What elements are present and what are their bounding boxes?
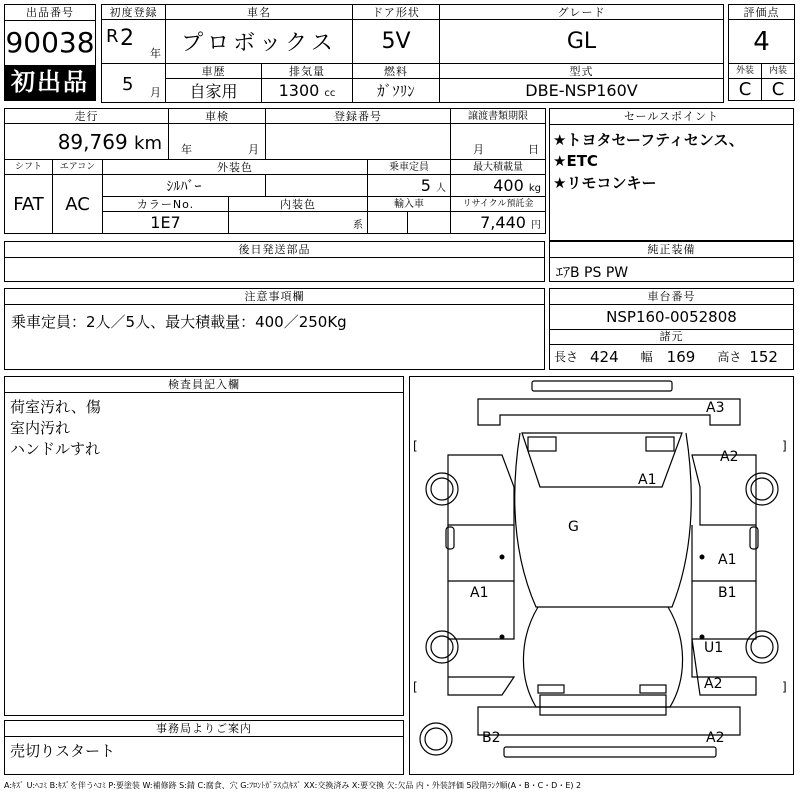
insp-year-unit: 年 — [181, 143, 193, 156]
chassis-box — [549, 288, 794, 370]
inspector-line-2: 室内汚れ — [10, 419, 71, 437]
office-text: 売切りスタート — [10, 742, 116, 760]
sales-point-1: ★トヨタセーフティセンス、 — [553, 131, 744, 149]
month: 5 — [122, 74, 134, 95]
model-label: 型式 — [440, 64, 724, 79]
reg-number-label: 登録番号 — [266, 109, 451, 124]
exterior-label: 外装 — [729, 64, 762, 79]
color-no-label: カラーNo. — [103, 197, 229, 212]
max-load-unit: kg — [528, 183, 542, 194]
chassis-number: NSP160-0052808 — [550, 305, 793, 330]
grade: GL — [440, 20, 724, 64]
sales-point-2: ★ETC — [553, 152, 598, 170]
displacement — [262, 79, 353, 103]
inspection-date — [169, 124, 266, 160]
notes-label: 注意事項欄 — [5, 289, 544, 305]
width: 169 — [666, 347, 696, 366]
recycle-value: 7,440 — [480, 213, 526, 232]
notes-box — [4, 288, 545, 370]
dims-label: 諸元 — [550, 330, 793, 345]
fuel-label: 燃料 — [353, 64, 440, 79]
shift-label: シフト — [5, 160, 53, 175]
lot-number: 90038 — [5, 26, 95, 59]
damage-mark: A2 — [720, 449, 739, 465]
damage-mark: B1 — [718, 585, 737, 601]
width-label: 幅 — [640, 350, 653, 364]
door-type: 5V — [353, 20, 440, 64]
year: 2 — [120, 26, 134, 51]
damage-diagram-box — [409, 376, 794, 775]
color-label: 外装色 — [103, 160, 368, 175]
shift: FAT — [5, 175, 53, 234]
reg-number — [266, 124, 451, 160]
fuel: ｶﾞｿﾘﾝ — [353, 79, 440, 103]
recycle-fee — [451, 212, 546, 234]
damage-mark: B2 — [482, 730, 501, 746]
lot-box — [4, 4, 96, 101]
displacement-value: 1300 — [278, 81, 320, 100]
damage-mark: A2 — [706, 730, 725, 746]
transfer-month-unit: 月 — [473, 143, 485, 156]
model-code: DBE-NSP160V — [440, 79, 724, 103]
history-label: 車歴 — [166, 64, 262, 79]
import-label: 輸入車 — [368, 197, 451, 212]
mileage — [5, 124, 169, 160]
interior-color — [229, 212, 368, 234]
color-extra — [266, 175, 368, 197]
first-listing-badge: 初出品 — [5, 65, 95, 100]
damage-mark: A3 — [706, 400, 725, 416]
capacity — [368, 175, 451, 197]
recycle-unit: 円 — [531, 220, 542, 231]
grade-label: グレード — [440, 5, 724, 20]
max-load-value: 400 — [493, 176, 524, 195]
office-box — [4, 720, 404, 775]
first-reg-year — [102, 20, 166, 64]
interior-label: 内装 — [762, 64, 795, 79]
inspector-line-3: ハンドルすれ — [10, 440, 101, 458]
interior-grade: C — [762, 79, 795, 101]
recycle-label: リサイクル預託金 — [451, 197, 546, 212]
capacity-label: 乗車定員 — [368, 160, 451, 175]
genuine-equipment-label: 純正装備 — [550, 242, 793, 258]
spec-table — [4, 108, 546, 234]
capacity-unit: 人 — [436, 183, 447, 194]
transfer-day-unit: 日 — [528, 143, 540, 156]
capacity-value: 5 — [420, 176, 431, 195]
inspector-label: 検査員記入欄 — [5, 377, 403, 393]
interior-color-label: 内装色 — [229, 197, 368, 212]
chassis-label: 車台番号 — [550, 289, 793, 305]
damage-mark: A1 — [638, 472, 657, 488]
damage-mark: G — [568, 519, 579, 535]
month-spacer — [102, 64, 166, 103]
month-unit: 月 — [150, 86, 161, 99]
air-conditioner: AC — [53, 175, 103, 234]
score-table — [728, 4, 795, 101]
lot-label: 出品番号 — [5, 5, 95, 21]
diagram-bracket: [ — [413, 680, 418, 694]
score: 4 — [729, 20, 795, 64]
year-unit: 年 — [150, 47, 161, 60]
mileage-value: 89,769 — [57, 129, 128, 154]
score-label: 評価点 — [729, 5, 795, 20]
car-outline-diagram — [410, 377, 795, 776]
diagram-bracket: ] — [782, 439, 787, 453]
transfer-date — [451, 124, 546, 160]
car-name-label: 車名 — [166, 5, 353, 20]
import-a — [368, 212, 408, 234]
later-parts-label: 後日発送部品 — [5, 242, 544, 258]
office-label: 事務局よりご案内 — [5, 721, 403, 737]
inspector-line-1: 荷室汚れ、傷 — [10, 398, 101, 416]
transfer-deadline-label: 譲渡書類期限 — [451, 109, 546, 124]
sales-points-box — [549, 108, 794, 241]
damage-mark: A1 — [718, 552, 737, 568]
max-load — [451, 175, 546, 197]
door-label: ドア形状 — [353, 5, 440, 20]
car-name: プロボックス — [166, 20, 353, 64]
ac-label: エアコン — [53, 160, 103, 175]
height: 152 — [749, 347, 778, 366]
era: R — [106, 26, 119, 47]
sales-point-3: ★リモコンキー — [553, 174, 657, 192]
interior-color-unit: 系 — [353, 220, 364, 231]
exterior-grade: C — [729, 79, 762, 101]
max-load-label: 最大積載量 — [451, 160, 546, 175]
first-reg-label: 初度登録 — [102, 5, 166, 20]
genuine-equipment: ｴｱB PS PW — [556, 265, 629, 281]
dims-row — [550, 345, 793, 368]
height-label: 高さ — [717, 350, 742, 364]
displacement-label: 排気量 — [262, 64, 353, 79]
header-table — [101, 4, 724, 103]
notes-text: 乗車定員：2人／5人、最大積載量：400／250Kg — [11, 313, 347, 331]
displacement-unit: cc — [324, 88, 336, 99]
damage-mark: A2 — [704, 676, 723, 692]
history: 自家用 — [166, 79, 262, 103]
color-number: 1E7 — [103, 212, 229, 234]
length: 424 — [590, 347, 619, 366]
length-label: 長さ — [554, 350, 579, 364]
diagram-bracket: ] — [782, 680, 787, 694]
sales-points-label: セールスポイント — [550, 109, 793, 125]
mileage-unit: km — [134, 132, 163, 154]
import-b — [408, 212, 451, 234]
genuine-equipment-box — [549, 241, 794, 282]
diagram-bracket: [ — [413, 439, 418, 453]
mileage-label: 走行 — [5, 109, 169, 124]
inspector-box — [4, 376, 404, 716]
damage-mark: A1 — [470, 585, 489, 601]
later-parts-box — [4, 241, 545, 282]
exterior-color: ｼﾙﾊﾞｰ — [103, 175, 266, 197]
inspection-label: 車検 — [169, 109, 266, 124]
damage-legend: A:ｷｽﾞ U:ﾍｺﾐ B:ｷｽﾞを伴うﾍｺﾐ P:要塗装 W:補修跡 S:錆 C:腐食、穴 G:ﾌﾛﾝﾄｶﾞﾗｽ点ｷｽﾞ XX:交換済み X:要交換 欠:欠品 内・外装評価 5段階ﾗﾝｸ順(A・B・C・D・E) 2 — [4, 781, 582, 790]
damage-mark: U1 — [704, 640, 724, 656]
insp-month-unit: 月 — [248, 143, 260, 156]
